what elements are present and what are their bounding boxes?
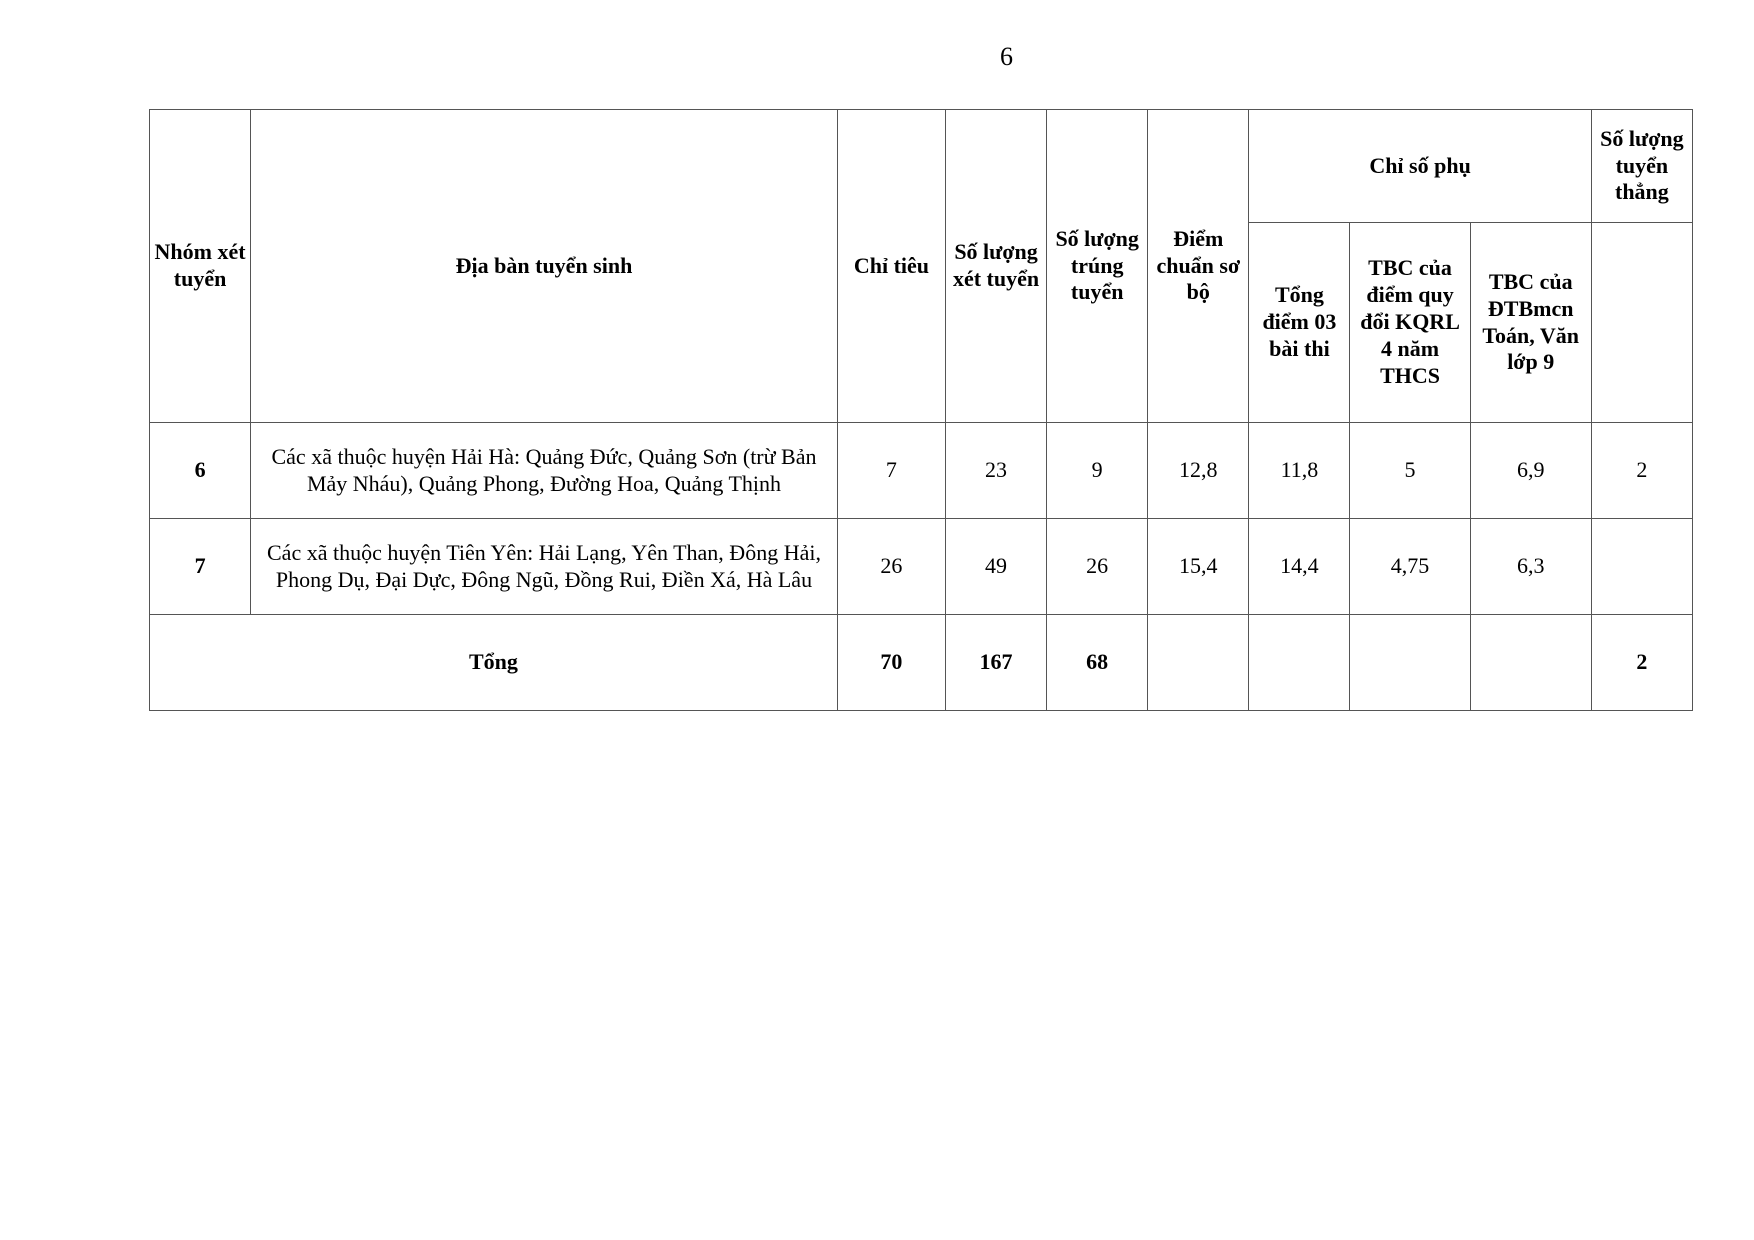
total-dtbmcn-empty [1470, 615, 1591, 711]
cell-admitted: 26 [1047, 519, 1148, 615]
cell-quota: 26 [837, 519, 945, 615]
cell-group: 7 [150, 519, 251, 615]
cell-admitted: 9 [1047, 423, 1148, 519]
total-score-empty [1249, 615, 1350, 711]
cell-quota: 7 [837, 423, 945, 519]
admission-results-table [149, 109, 1693, 711]
total-direct: 2 [1591, 615, 1692, 711]
cell-total-score: 11,8 [1249, 423, 1350, 519]
cell-cutoff: 15,4 [1148, 519, 1249, 615]
header-cutoff: Điểm chuẩn sơ bộ [1148, 110, 1249, 423]
header-applicants: Số lượng xét tuyển [945, 110, 1046, 423]
cell-direct [1591, 519, 1692, 615]
cell-direct: 2 [1591, 423, 1692, 519]
cell-applicants: 23 [945, 423, 1046, 519]
table-row [150, 423, 1693, 519]
header-sub-dtbmcn: TBC của ĐTBmcn Toán, Văn lớp 9 [1470, 223, 1591, 423]
total-applicants: 167 [945, 615, 1046, 711]
cell-cutoff: 12,8 [1148, 423, 1249, 519]
table-row [150, 519, 1693, 615]
header-sub-total-score: Tổng điểm 03 bài thi [1249, 223, 1350, 423]
header-group: Nhóm xét tuyển [150, 110, 251, 423]
cell-dtbmcn: 6,3 [1470, 519, 1591, 615]
cell-area: Các xã thuộc huyện Tiên Yên: Hải Lạng, Yên Than, Đông Hải, Phong Dụ, Đại Dực, Đông Ngũ, Đồng Rui, Điền Xá, Hà Lâu [251, 519, 838, 615]
total-cutoff-empty [1148, 615, 1249, 711]
header-row-top [150, 110, 1693, 223]
total-kqrl-empty [1350, 615, 1470, 711]
cell-area: Các xã thuộc huyện Hải Hà: Quảng Đức, Quảng Sơn (trừ Bản Mảy Nháu), Quảng Phong, Đường Hoa, Quảng Thịnh [251, 423, 838, 519]
cell-group: 6 [150, 423, 251, 519]
header-sub-kqrl: TBC của điểm quy đổi KQRL 4 năm THCS [1350, 223, 1470, 423]
page-number: 6 [1000, 42, 1013, 71]
total-row [150, 615, 1693, 711]
header-direct-empty [1591, 223, 1692, 423]
header-quota: Chỉ tiêu [837, 110, 945, 423]
total-admitted: 68 [1047, 615, 1148, 711]
header-area: Địa bàn tuyển sinh [251, 110, 838, 423]
total-quota: 70 [837, 615, 945, 711]
cell-dtbmcn: 6,9 [1470, 423, 1591, 519]
cell-applicants: 49 [945, 519, 1046, 615]
cell-kqrl: 5 [1350, 423, 1470, 519]
cell-total-score: 14,4 [1249, 519, 1350, 615]
header-admitted: Số lượng trúng tuyển [1047, 110, 1148, 423]
header-sub-index: Chỉ số phụ [1249, 110, 1591, 223]
cell-kqrl: 4,75 [1350, 519, 1470, 615]
total-label: Tổng [150, 615, 838, 711]
header-direct-admission: Số lượng tuyển thẳng [1591, 110, 1692, 223]
